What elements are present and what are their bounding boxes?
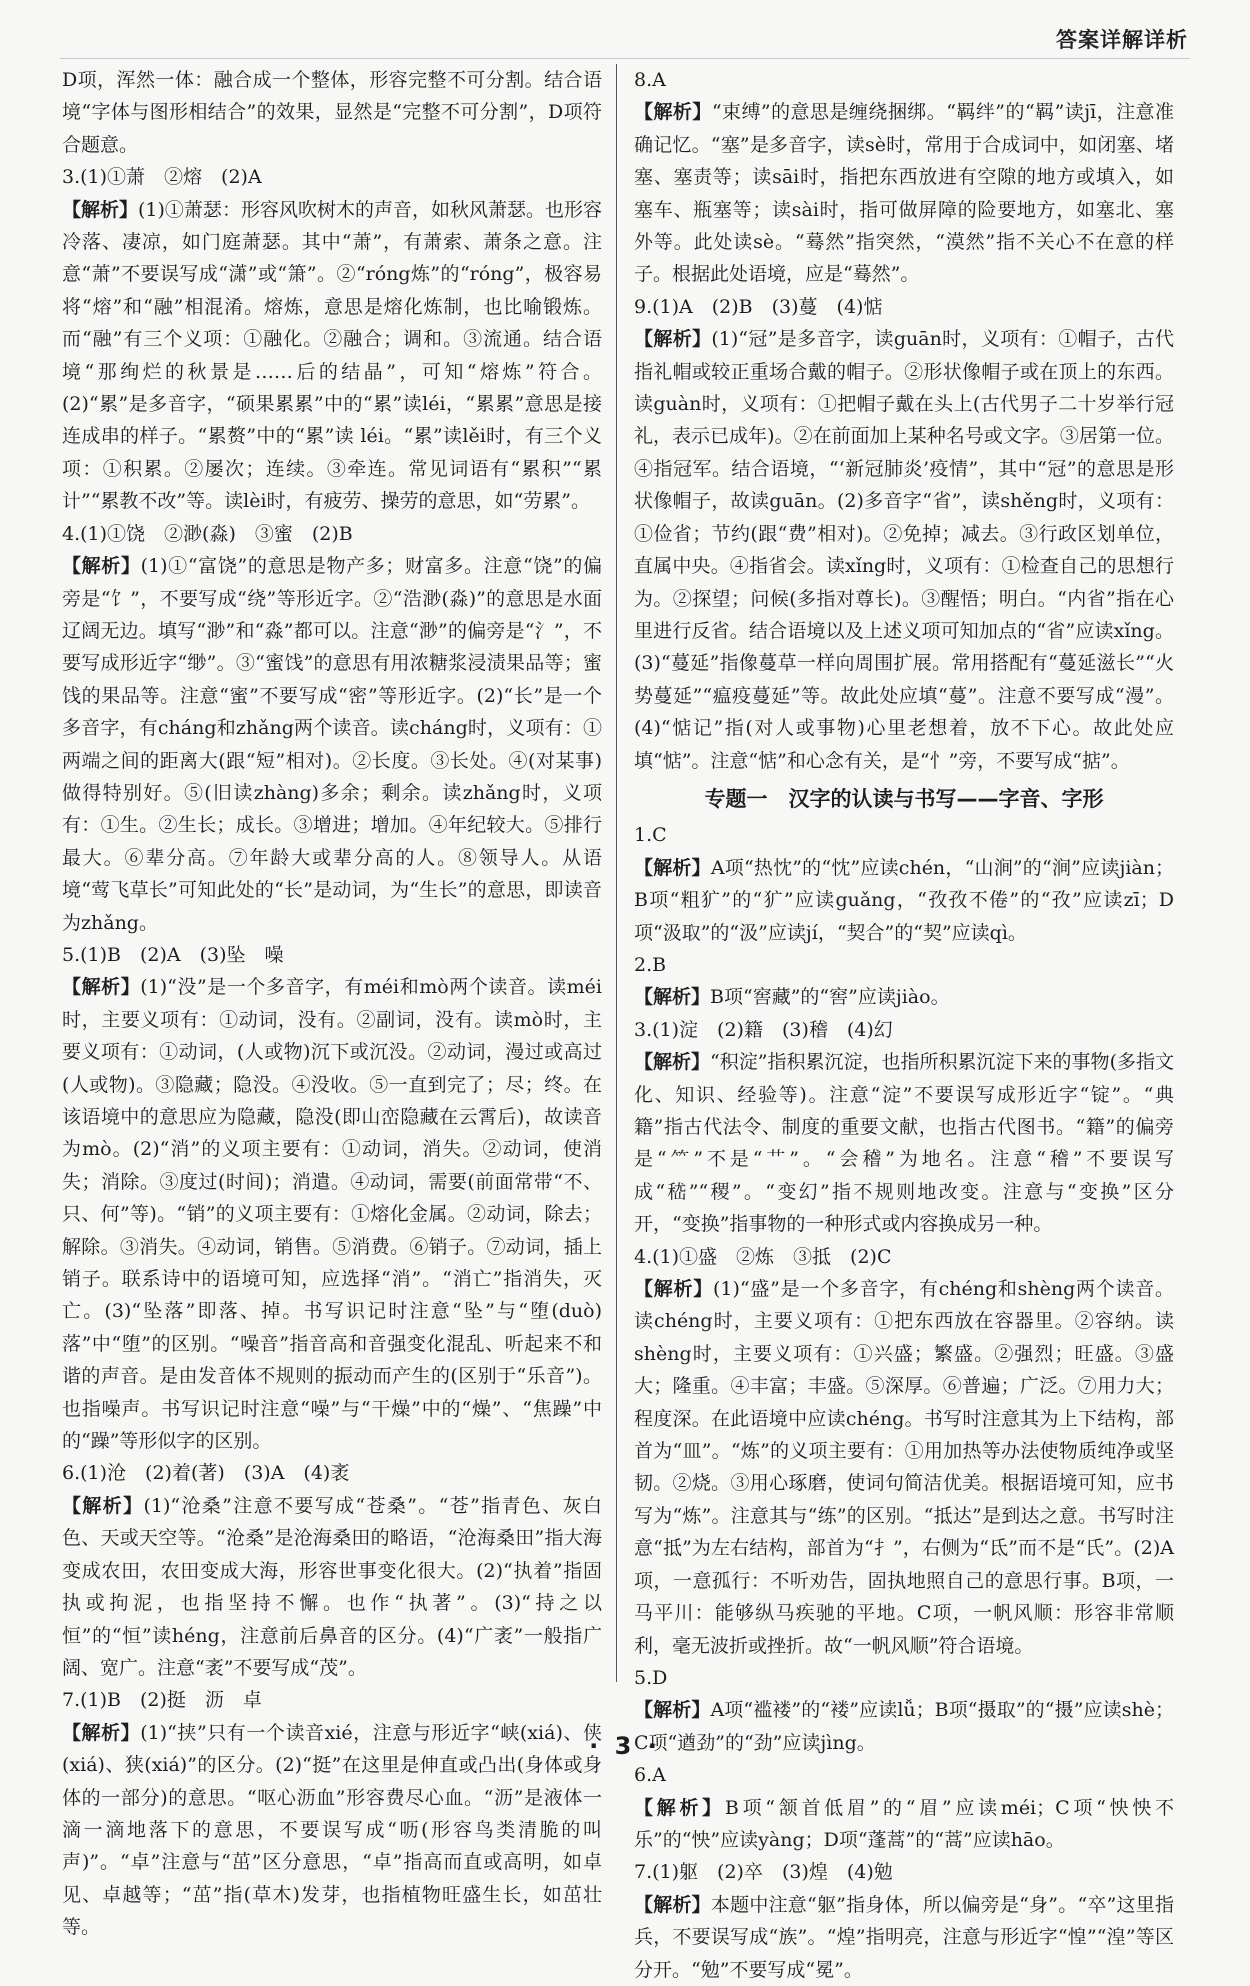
answer-line: 3.(1)①萧 ②熔 (2)A bbox=[62, 166, 262, 189]
analysis-label: 【解析】 bbox=[62, 976, 141, 999]
analysis-label: 【解析】 bbox=[634, 1051, 711, 1074]
analysis-label: 【解析】 bbox=[634, 986, 711, 1009]
header-rule bbox=[60, 58, 1190, 59]
analysis-label: 【解析】 bbox=[62, 1721, 141, 1744]
analysis-text: (1)“盛”是一个多音字，有chéng和shèng两个读音。读chéng时，主要义项有：①把东西放在容器里。②容纳。读shèng时，主要义项有：①兴盛；繁盛。②强烈；旺盛。③盛大；隆重。④丰富；丰盛。⑤深厚。⑥普遍；广泛。⑦用力大；程度深。在此语境中应读chéng。书写时注意其为上下结构，部首为“皿”。“炼”的义项主要有：①用加热等办法使物质纯净或坚韧。②烧。③用心琢磨，使词句简洁优美。根据语境可知，应书写为“炼”。注意其与“练”的区别。“抵达”是到达之意。书写时注意“抵”为左右结构，部首为“扌”，右侧为“氐”而不是“氏”。(2)A项，一意孤行：不听劝告，固执地照自己的意思行事。B项，一马平川：能够纵马疾驰的平地。C项，一帆风顺：形容非常顺利，毫无波折或挫折。故“一帆风顺”符合语境。 bbox=[634, 1278, 1174, 1657]
analysis-label: 【解析】 bbox=[62, 555, 141, 578]
page-header-title: 答案详解详析 bbox=[1056, 28, 1188, 52]
answer-line: 4.(1)①饶 ②渺(淼) ③蜜 (2)B bbox=[62, 522, 353, 545]
analysis-text: (1)“没”是一个多音字，有méi和mò两个读音。读méi时，主要义项有：①动词，没有。②副词，没有。读mò时，主要义项有：①动词，(人或物)沉下或沉没。②动词，漫过或高过(人或物)。③隐藏；隐没。④没收。⑤一直到完了；尽；终。在该语境中的意思应为隐藏，隐没(即山峦隐藏在云霄后)，故读音为mò。(2)“消”的义项主要有：①动词，消失。②动词，使消失；消除。③度过(时间)；消遣。④动词，需要(前面常带“不、只、何”等)。“销”的义项主要有：①熔化金属。②动词，除去；解除。③消失。④动词，销售。⑤消费。⑥销子。⑦动词，插上销子。联系诗中的语境可知，应选择“消”。“消亡”指消失，灭亡。(3)“坠落”即落、掉。书写识记时注意“坠”与“堕(duò)落”中“堕”的区别。“噪音”指音高和音强变化混乱、听起来不和谐的声音。是由发音体不规则的振动而产生的(区别于“乐音”)。也指噪声。书写识记时注意“噪”与“干燥”中的“燥”、“焦躁”中的“躁”等形似字的区别。 bbox=[62, 976, 602, 1453]
analysis-paragraph bbox=[634, 1273, 1174, 1662]
analysis-label: 【解析】 bbox=[634, 1796, 725, 1819]
answer-line: 7.(1)躯 (2)卒 (3)煌 (4)勉 bbox=[634, 1861, 893, 1884]
continued-text: D项，浑然一体：融合成一个整体，形容完整不可分割。结合语境“字体与图形相结合”的效果，显然是“完整不可分割”，D项符合题意。 bbox=[62, 69, 602, 156]
answer-line: 3.(1)淀 (2)籍 (3)稽 (4)幻 bbox=[634, 1018, 893, 1041]
analysis-label: 【解析】 bbox=[634, 1278, 713, 1301]
analysis-paragraph bbox=[634, 323, 1174, 777]
analysis-paragraph bbox=[634, 96, 1174, 290]
analysis-label: 【解析】 bbox=[634, 101, 712, 124]
analysis-label: 【解析】 bbox=[634, 856, 711, 879]
analysis-label: 【解析】 bbox=[62, 198, 139, 221]
analysis-text: A项“热忱”的“忱”应读chén，“山涧”的“涧”应读jiàn；B项“粗犷”的“犷”应读guǎng，“孜孜不倦”的“孜”应读zī；D项“汲取”的“汲”应读jí，“契合”的“契”应读qì。 bbox=[634, 856, 1174, 944]
analysis-text: (1)①“富饶”的意思是物产多；财富多。注意“饶”的偏旁是“饣”，不要写成“绕”等形近字。②“浩渺(淼)”的意思是水面辽阔无边。填写“渺”和“淼”都可以。注意“渺”的偏旁是“氵”，不要写成形近字“缈”。③“蜜饯”的意思有用浓糖浆浸渍果品等；蜜饯的果品等。注意“蜜”不要写成“密”等形近字。(2)“长”是一个多音字，有cháng和zhǎng两个读音。读cháng时，义项有：①两端之间的距离大(跟“短”相对)。②长度。③长处。④(对某事)做得特别好。⑤(旧读zhàng)多余；剩余。读zhǎng时，义项有：①生。②生长；成长。③增进；增加。④年纪较大。⑤排行最大。⑥辈分高。⑦年龄大或辈分高的人。⑧领导人。从语境“莺飞草长”可知此处的“长”是动词，为“生长”的意思，即读音为zhǎng。 bbox=[62, 555, 602, 934]
analysis-text: A项“褴褛”的“褛”应读lǚ；B项“摄取”的“摄”应读shè；C项“遒劲”的“劲”应读jìng。 bbox=[634, 1699, 1174, 1754]
analysis-text: “积淀”指积累沉淀，也指所积累沉淀下来的事物(多指文化、知识、经验等)。注意“淀”不要误写成形近字“锭”。“典籍”指古代法令、制度的重要文献，也指古代图书。“籍”的偏旁是“⺮”不是“艹”。“会稽”为地名。注意“稽”不要误写成“嵇”“稷”。“变幻”指不规则地改变。注意与“变换”区分开，“变换”指事物的一种形式或内容换成另一种。 bbox=[634, 1051, 1174, 1236]
analysis-paragraph bbox=[634, 1792, 1174, 1857]
analysis-paragraph bbox=[634, 1046, 1174, 1240]
answer-line: 9.(1)A (2)B (3)蔓 (4)惦 bbox=[634, 295, 883, 318]
answer-line: 4.(1)①盛 ②炼 ③抵 (2)C bbox=[634, 1245, 892, 1268]
analysis-text: B项“颔首低眉”的“眉”应读méi；C项“怏怏不乐”的“怏”应读yàng；D项“蓬蒿”的“蒿”应读hāo。 bbox=[634, 1796, 1174, 1851]
answer-line: 8.A bbox=[634, 69, 666, 91]
analysis-text: 本题中注意“躯”指身体，所以偏旁是“身”。“卒”这里指兵，不要误写成“族”。“煌”指明亮，注意与形近字“惶”“湟”等区分开。“勉”不要写成“冕”。 bbox=[634, 1893, 1174, 1981]
answer-line: 5.(1)B (2)A (3)坠 噪 bbox=[62, 943, 284, 966]
column-divider bbox=[616, 64, 617, 1682]
answer-line: 2.B bbox=[634, 953, 667, 976]
analysis-text: (1)“挟”只有一个读音xié，注意与形近字“峡(xiá)、侠(xiá)、狭(xiá)”的区分。(2)“挺”在这里是伸直或凸出(身体或身体的一部分)的意思。“呕心沥血”形容费尽心血。“沥”是液体一滴一滴地落下的意思，不要误写成“呖(形容鸟类清脆的叫声)”。“卓”注意与“茁”区分意思，“卓”指高而直或高明，如卓见、卓越等；“茁”指(草木)发芽，也指植物旺盛生长，如茁壮等。 bbox=[62, 1721, 602, 1939]
analysis-paragraph bbox=[634, 852, 1174, 949]
analysis-text: (1)“冠”是多音字，读guān时，义项有：①帽子，古代指礼帽或较正重场合戴的帽子。②形状像帽子或在顶上的东西。读guàn时，义项有：①把帽子戴在头上(古代男子二十岁举行冠礼，表示已成年)。②在前面加上某种名号或文字。③居第一位。④指冠军。结合语境，“‘新冠肺炎’疫情”，其中“冠”的意思是形状像帽子，故读guān。(2)多音字“省”，读shěng时，义项有：①俭省；节约(跟“费”相对)。②免掉；减去。③行政区划单位，直属中央。④指省会。读xǐng时，义项有：①检查自己的思想行为。②探望；问候(多指对尊长)。③醒悟；明白。“内省”指在心里进行反省。结合语境以及上述义项可知加点的“省”应读xǐng。(3)“蔓延”指像蔓草一样向周围扩展。常用搭配有“蔓延滋长”“火势蔓延”“瘟疫蔓延”等。故此处应填“蔓”。注意不要写成“漫”。(4)“惦记”指(对人或事物)心里老想着，放不下心。故此处应填“惦”。注意“惦”和心念有关，是“忄”旁，不要写成“掂”。 bbox=[634, 328, 1174, 772]
left-column bbox=[62, 64, 602, 1939]
analysis-text: B项“窖藏”的“窖”应读jiào。 bbox=[710, 986, 950, 1009]
analysis-paragraph bbox=[62, 971, 602, 1457]
analysis-paragraph bbox=[62, 550, 602, 939]
analysis-paragraph bbox=[634, 981, 1174, 1013]
answer-line: 7.(1)B (2)挺 沥 卓 bbox=[62, 1689, 262, 1712]
answer-line: 6.(1)沧 (2)着(著) (3)A (4)袤 bbox=[62, 1462, 350, 1485]
analysis-label: 【解析】 bbox=[634, 1893, 711, 1916]
analysis-text: “束缚”的意思是缠绕捆绑。“羁绊”的“羁”读jī，注意准确记忆。“塞”是多音字，读sè时，常用于合成词中，如闭塞、堵塞、塞责等；读sāi时，指把东西放进有空隙的地方或填入，如塞车、瓶塞等；读sài时，指可做屏障的险要地方，如塞北、塞外等。此处读sè。“蓦然”指突然，“漠然”指不关心不在意的样子。根据此处语境，应是“蓦然”。 bbox=[634, 101, 1174, 286]
analysis-paragraph bbox=[62, 1490, 602, 1684]
analysis-paragraph bbox=[634, 1889, 1174, 1986]
analysis-paragraph bbox=[62, 194, 602, 518]
analysis-text: (1)“沧桑”注意不要写成“苍桑”。“苍”指青色、灰白色、天或天空等。“沧桑”是沧海桑田的略语，“沧海桑田”指大海变成农田，农田变成大海，形容世事变化很大。(2)“执着”指固执或拘泥，也指坚持不懈。也作“执著”。(3)“持之以恒”的“恒”读héng，注意前后鼻音的区分。(4)“广袤”一般指广阔、宽广。注意“袤”不要写成“茂”。 bbox=[62, 1494, 602, 1679]
analysis-label: 【解析】 bbox=[634, 328, 712, 351]
analysis-label: 【解析】 bbox=[634, 1699, 711, 1722]
answer-line: 1.C bbox=[634, 824, 667, 847]
analysis-text: (1)①萧瑟：形容风吹树木的声音，如秋风萧瑟。也形容冷落、凄凉，如门庭萧瑟。其中“萧”，有萧索、萧条之意。注意“萧”不要误写成“潇”或“箫”。②“róng炼”的“róng”，极容易将“熔”和“融”相混淆。熔炼，意思是熔化炼制，也比喻锻炼。而“融”有三个义项：①融化。②融合；调和。③流通。结合语境“那绚烂的秋景是……后的结晶”，可知“熔炼”符合。(2)“累”是多音字，“硕果累累”中的“累”读léi，“累累”意思是接连成串的样子。“累赘”中的“累”读 léi。“累”读lěi时，有三个义项：①积累。②屡次；连续。③牵连。常见词语有“累积”“累计”“累教不改”等。读lèi时，有疲劳、操劳的意思，如“劳累”。 bbox=[62, 198, 602, 513]
section-heading: 专题一 汉字的认读与书写——字音、字形 bbox=[704, 786, 1104, 811]
answer-line: 6.A bbox=[634, 1764, 666, 1787]
page-number: · 3 · bbox=[589, 1732, 661, 1760]
right-column bbox=[634, 64, 1174, 1981]
analysis-label: 【解析】 bbox=[62, 1494, 144, 1517]
answer-line: 5.D bbox=[634, 1666, 668, 1689]
